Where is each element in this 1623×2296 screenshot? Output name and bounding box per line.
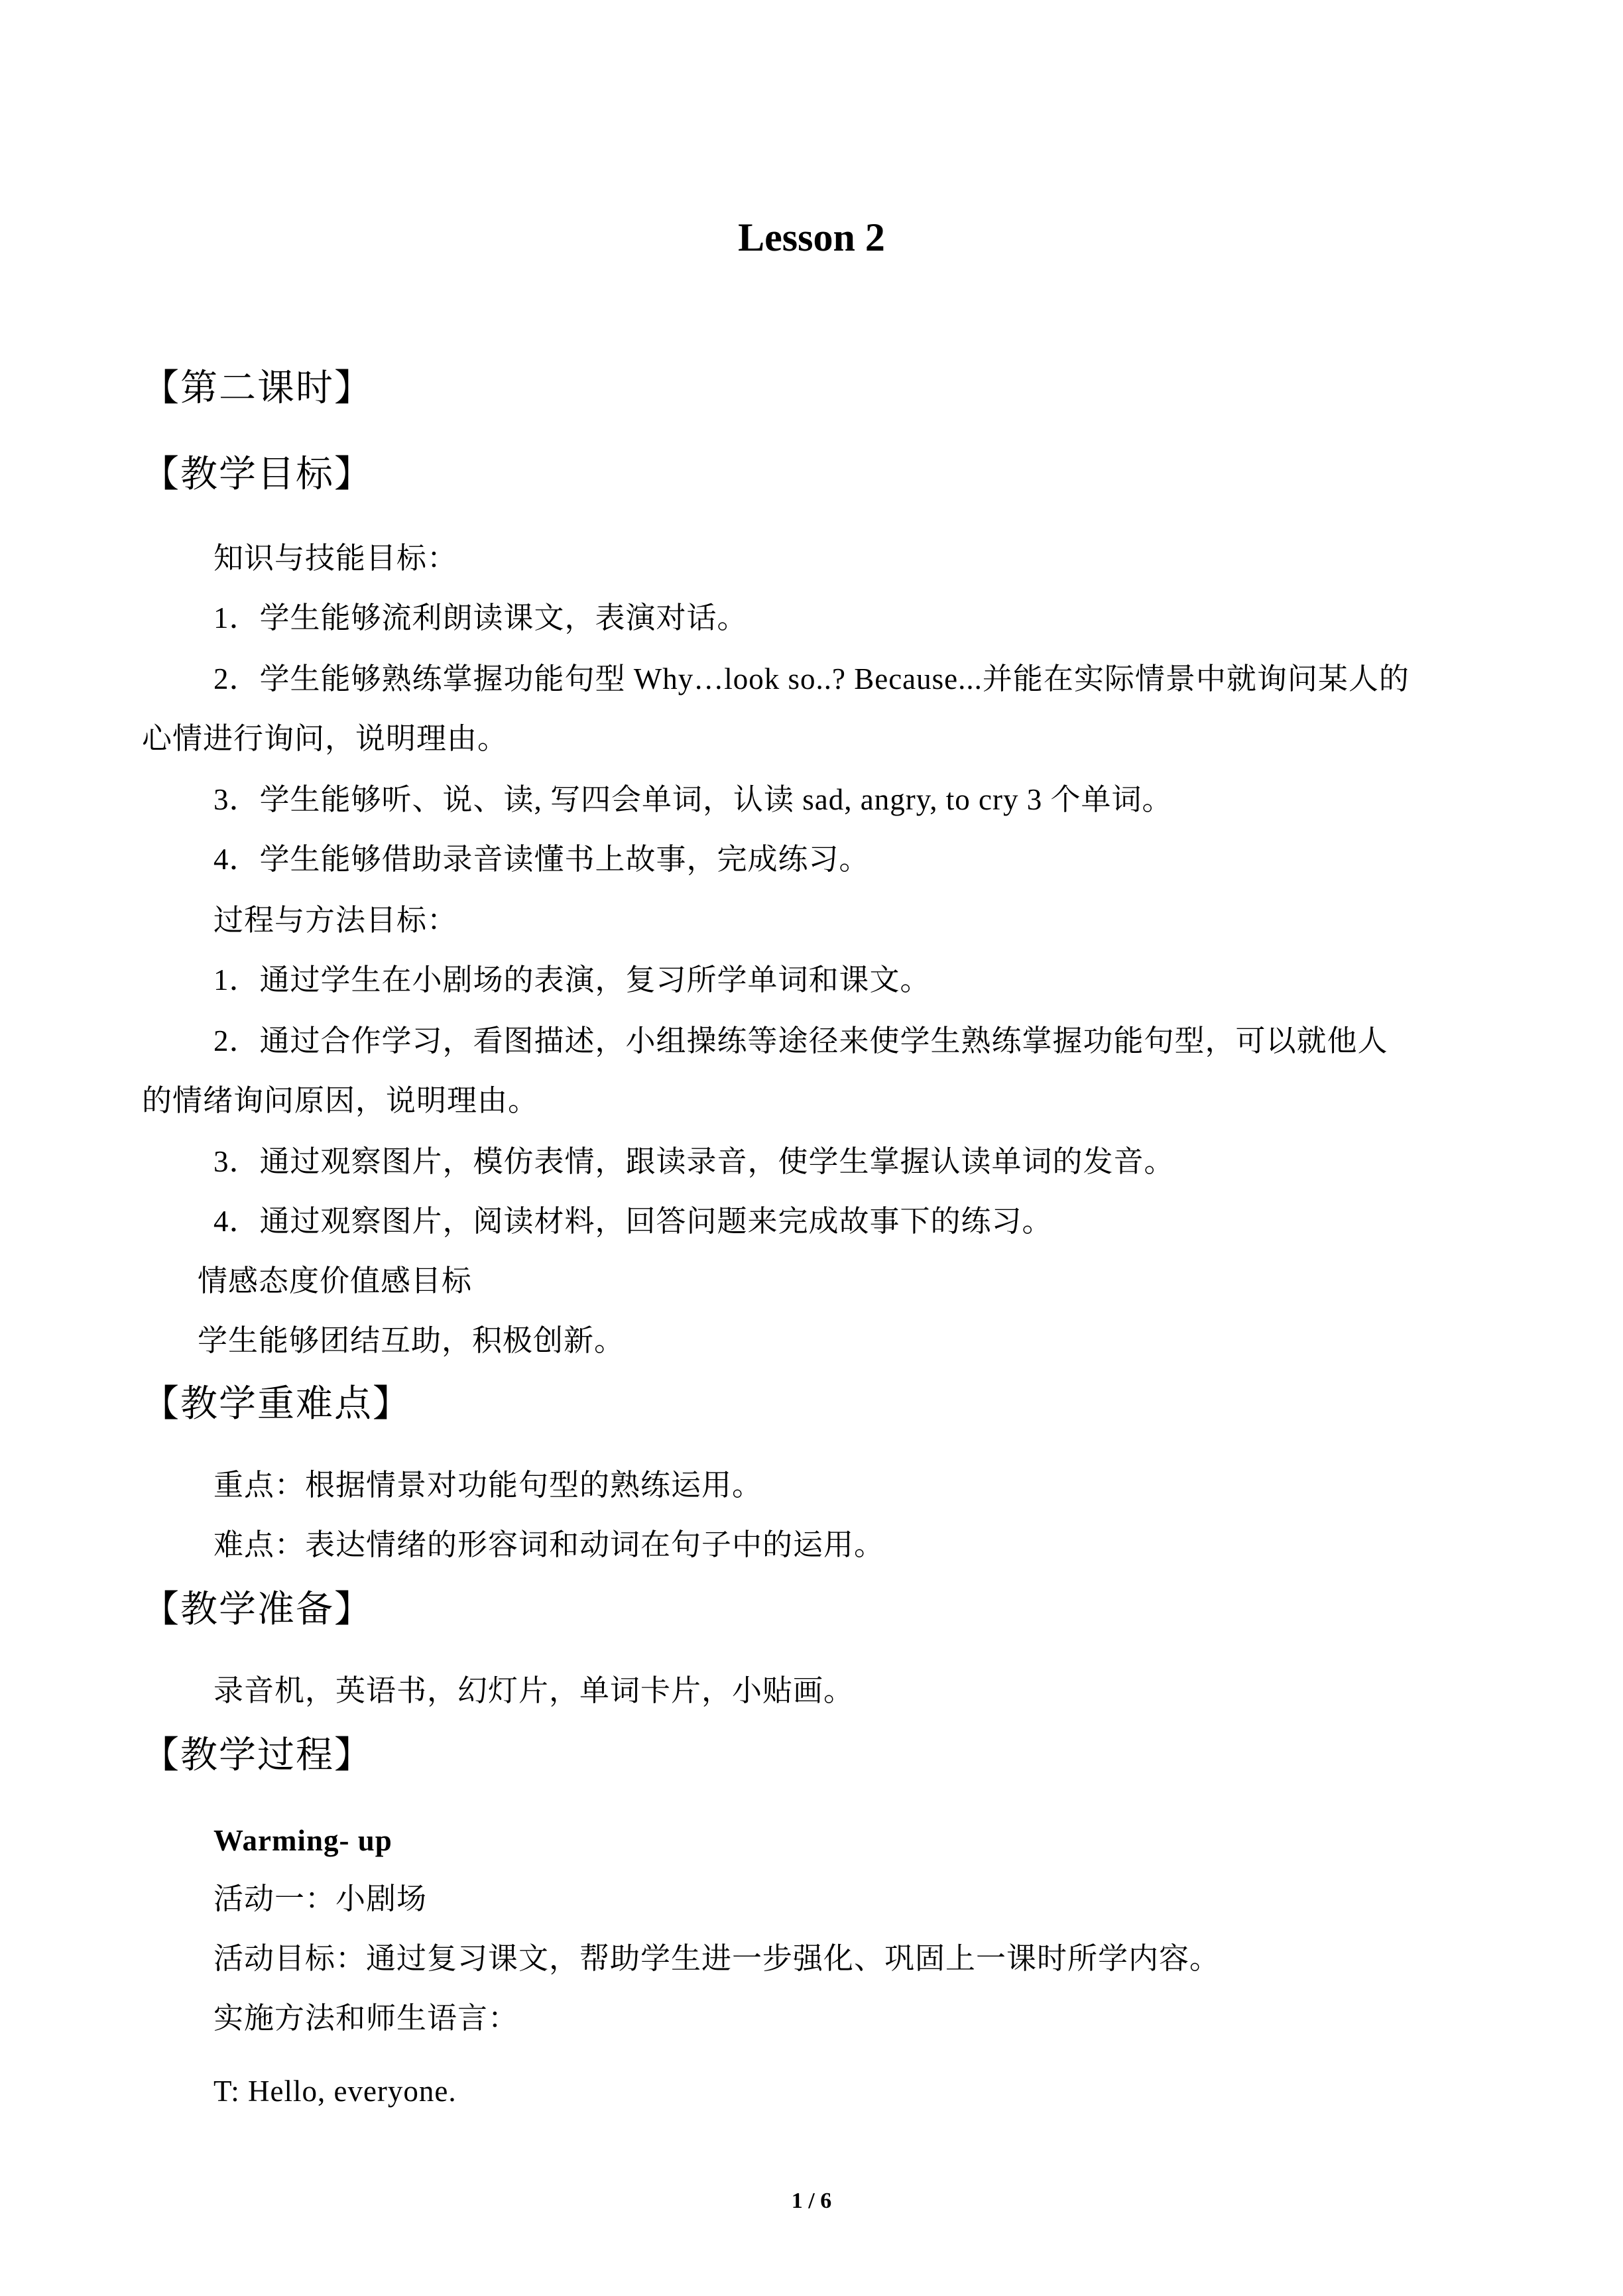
heading-process: 【教学过程】 — [142, 1735, 373, 1776]
heading-objectives: 【教学目标】 — [142, 454, 373, 495]
process-goal: 活动目标：通过复习课文，帮助学生进一步强化、巩固上一课时所学内容。 — [213, 1942, 1221, 1975]
objective-k1: 1．学生能够流利朗读课文，表演对话。 — [213, 601, 748, 634]
objective-k2-line1: 2．学生能够熟练掌握功能句型 Why…look so..? Because...并能在实际情景中就询问某人的 — [213, 662, 1410, 695]
heading-preparation: 【教学准备】 — [142, 1589, 373, 1630]
process-dialog-line1: T: Hello, everyone. — [213, 2075, 457, 2108]
heading-key-points: 【教学重难点】 — [142, 1384, 411, 1425]
heading-period: 【第二课时】 — [142, 368, 373, 409]
objective-e1: 学生能够团结互助，积极创新。 — [198, 1324, 625, 1357]
key-point-difficulty: 难点：表达情绪的形容词和动词在句子中的运用。 — [213, 1528, 885, 1561]
process-method: 实施方法和师生语言： — [213, 2002, 519, 2035]
objective-p2-line2: 的情绪询问原因，说明理由。 — [142, 1084, 539, 1117]
objective-p2-line1: 2．通过合作学习，看图描述，小组操练等途径来使学生熟练掌握功能句型，可以就他人 — [213, 1024, 1388, 1057]
preparation-items: 录音机，英语书，幻灯片，单词卡片，小贴画。 — [213, 1674, 855, 1707]
process-activity1: 活动一：小剧场 — [213, 1882, 428, 1915]
objective-k3: 3．学生能够听、说、读, 写四会单词，认读 sad, angry, to cry 3 个单词。 — [213, 783, 1173, 816]
page-number: 1 / 6 — [791, 2189, 832, 2213]
document-title: Lesson 2 — [738, 215, 885, 259]
key-point-focus: 重点：根据情景对功能句型的熟练运用。 — [213, 1469, 763, 1502]
objective-k4: 4．学生能够借助录音读懂书上故事，完成练习。 — [213, 843, 870, 876]
objective-p3: 3．通过观察图片，模仿表情，跟读录音，使学生掌握认读单词的发音。 — [213, 1145, 1175, 1178]
objectives-knowledge-label: 知识与技能目标： — [213, 542, 458, 575]
objectives-process-label: 过程与方法目标： — [213, 904, 458, 937]
objectives-emotion-label: 情感态度价值感目标 — [198, 1264, 473, 1298]
objective-k2-line2: 心情进行询问，说明理由。 — [142, 722, 509, 755]
objective-p4: 4．通过观察图片，阅读材料，回答问题来完成故事下的练习。 — [213, 1205, 1053, 1238]
process-warmup: Warming- up — [213, 1824, 392, 1857]
objective-p1: 1．通过学生在小剧场的表演，复习所学单词和课文。 — [213, 963, 931, 997]
